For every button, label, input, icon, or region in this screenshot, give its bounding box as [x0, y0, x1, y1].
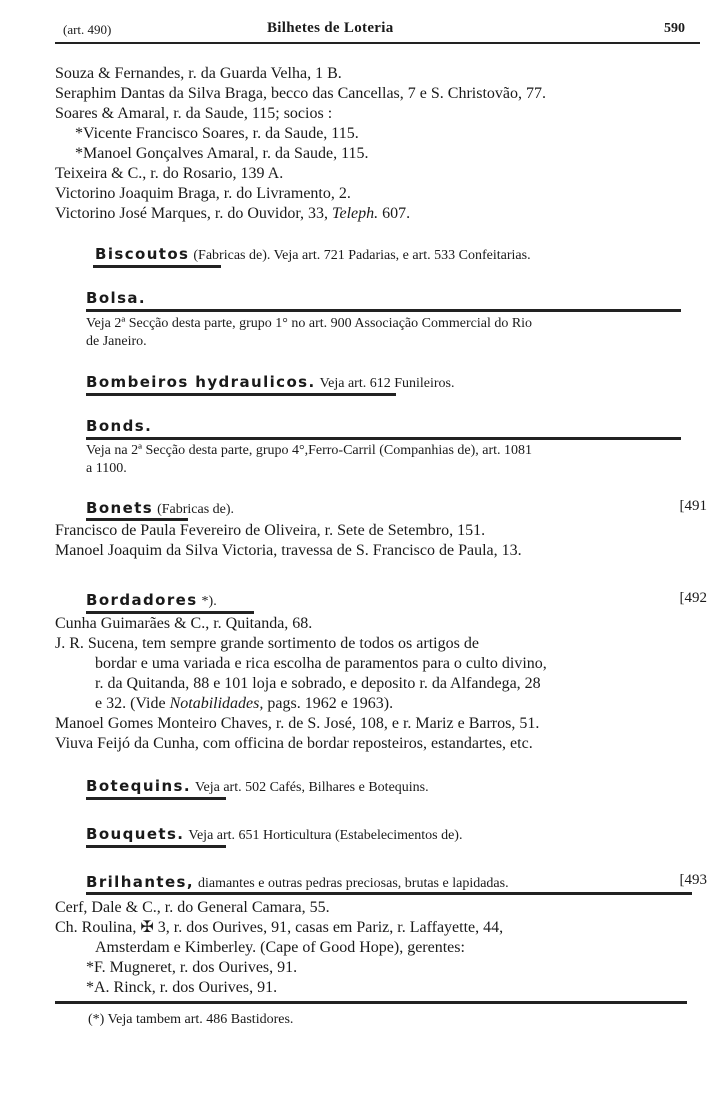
entry-line: Amsterdam e Kimberley. (Cape of Good Hope), gerentes: — [95, 939, 465, 956]
header-article-ref: (art. 490) — [63, 22, 112, 37]
entry-line: Victorino Joaquim Braga, r. do Livramento, 2. — [55, 185, 351, 202]
section-underline — [86, 797, 226, 800]
section-biscoutos — [95, 244, 531, 266]
entry-text: Victorino José Marques, r. do Ouvidor, 33, — [55, 205, 329, 222]
section-title: Botequins. — [86, 777, 191, 795]
entry-line: Cunha Guimarães & C., r. Quitanda, 68. — [55, 615, 313, 632]
entry-line — [95, 694, 393, 714]
section-bolsa — [86, 288, 146, 309]
entry-line: Viuva Feijó da Cunha, com officina de bordar reposteiros, estandartes, etc. — [55, 735, 533, 752]
entry-line — [55, 204, 410, 224]
section-underline — [93, 265, 221, 268]
section-note: (Fabricas de). Veja art. 721 Padarias, e art. 533 Confeitarias. — [193, 248, 531, 263]
article-number: [492 — [679, 590, 707, 606]
entry-line: r. da Quitanda, 88 e 101 loja e sobrado, e deposito r. da Alfandega, 28 — [95, 675, 541, 692]
section-title: Bonds. — [86, 417, 153, 435]
entry-line: Seraphim Dantas da Silva Braga, becco das Cancellas, 7 e S. Christovão, 77. — [55, 85, 546, 102]
section-text: a 1100. — [86, 461, 127, 476]
section-underline — [86, 845, 226, 848]
article-number: [493 — [679, 872, 707, 888]
article-number: [491 — [679, 498, 707, 514]
section-title: Brilhantes, — [86, 873, 194, 891]
section-note: Veja art. 651 Horticultura (Estabelecimentos de). — [188, 828, 463, 843]
telephone-number: 607. — [382, 205, 411, 222]
section-bordadores — [86, 590, 217, 612]
section-underline — [86, 309, 681, 312]
section-underline — [86, 892, 692, 895]
section-bouquets — [86, 824, 462, 846]
entry-line: *F. Mugneret, r. dos Ourives, 91. — [86, 959, 298, 976]
section-bombeiros — [86, 372, 455, 394]
section-title: Bonets — [86, 499, 154, 517]
entry-line: Teixeira & C., r. do Rosario, 139 A. — [55, 165, 284, 182]
telephone-label: Teleph. — [332, 205, 379, 222]
section-brilhantes — [86, 872, 509, 894]
section-title: Bombeiros hydraulicos. — [86, 373, 316, 391]
entry-line: *Vicente Francisco Soares, r. da Saude, 115. — [75, 125, 359, 142]
entry-italic: Notabilidades, — [169, 695, 264, 712]
entry-line: Cerf, Dale & C., r. do General Camara, 55. — [55, 899, 330, 916]
header-rule — [55, 42, 700, 44]
section-underline — [86, 393, 396, 396]
entry-line: Soares & Amaral, r. da Saude, 115; socios : — [55, 105, 333, 122]
footnote: (*) Veja tambem art. 486 Bastidores. — [88, 1012, 294, 1027]
header-title: Bilhetes de Loteria — [267, 20, 394, 36]
section-bonds — [86, 416, 152, 437]
section-title: Bouquets. — [86, 825, 185, 843]
section-text: de Janeiro. — [86, 334, 147, 349]
section-text: Veja 2ª Secção desta parte, grupo 1° no art. 900 Associação Commercial do Rio — [86, 316, 533, 331]
page-header — [55, 18, 695, 42]
section-botequins — [86, 776, 429, 798]
entry-line: *A. Rinck, r. dos Ourives, 91. — [86, 979, 278, 996]
section-title: Biscoutos — [95, 245, 190, 263]
section-bonets — [86, 498, 234, 520]
section-title: Bolsa. — [86, 289, 147, 307]
entry-line: Ch. Roulina, ✠ 3, r. dos Ourives, 91, casas em Pariz, r. Laffayette, 44, — [55, 919, 504, 936]
header-page-number: 590 — [664, 21, 685, 36]
section-underline — [86, 437, 681, 440]
entry-line: bordar e uma variada e rica escolha de paramentos para o culto divino, — [95, 655, 547, 672]
entry-line: Manoel Gomes Monteiro Chaves, r. de S. José, 108, e r. Mariz e Barros, 51. — [55, 715, 540, 732]
entry-text: pags. 1962 e 1963). — [267, 695, 394, 712]
entry-line: *Manoel Gonçalves Amaral, r. da Saude, 115. — [75, 145, 369, 162]
section-note: Veja art. 612 Funileiros. — [319, 376, 455, 391]
entry-text: e 32. (Vide — [95, 695, 166, 712]
section-text: Veja na 2ª Secção desta parte, grupo 4°,Ferro-Carril (Companhias de), art. 1081 — [86, 443, 533, 458]
bottom-rule — [55, 1001, 687, 1004]
section-note: Veja art. 502 Cafés, Bilhares e Botequins. — [194, 780, 429, 795]
entry-line: J. R. Sucena, tem sempre grande sortimento de todos os artigos de — [55, 635, 479, 652]
section-note: *). — [201, 594, 217, 609]
entry-line: Manoel Joaquim da Silva Victoria, travessa de S. Francisco de Paula, 13. — [55, 542, 522, 559]
section-note: diamantes e outras pedras preciosas, brutas e lapidadas. — [197, 876, 509, 891]
section-note: (Fabricas de). — [157, 502, 235, 517]
entry-line: Souza & Fernandes, r. da Guarda Velha, 1 B. — [55, 65, 342, 82]
entry-line: Francisco de Paula Fevereiro de Oliveira, r. Sete de Setembro, 151. — [55, 522, 486, 539]
section-title: Bordadores — [86, 591, 198, 609]
